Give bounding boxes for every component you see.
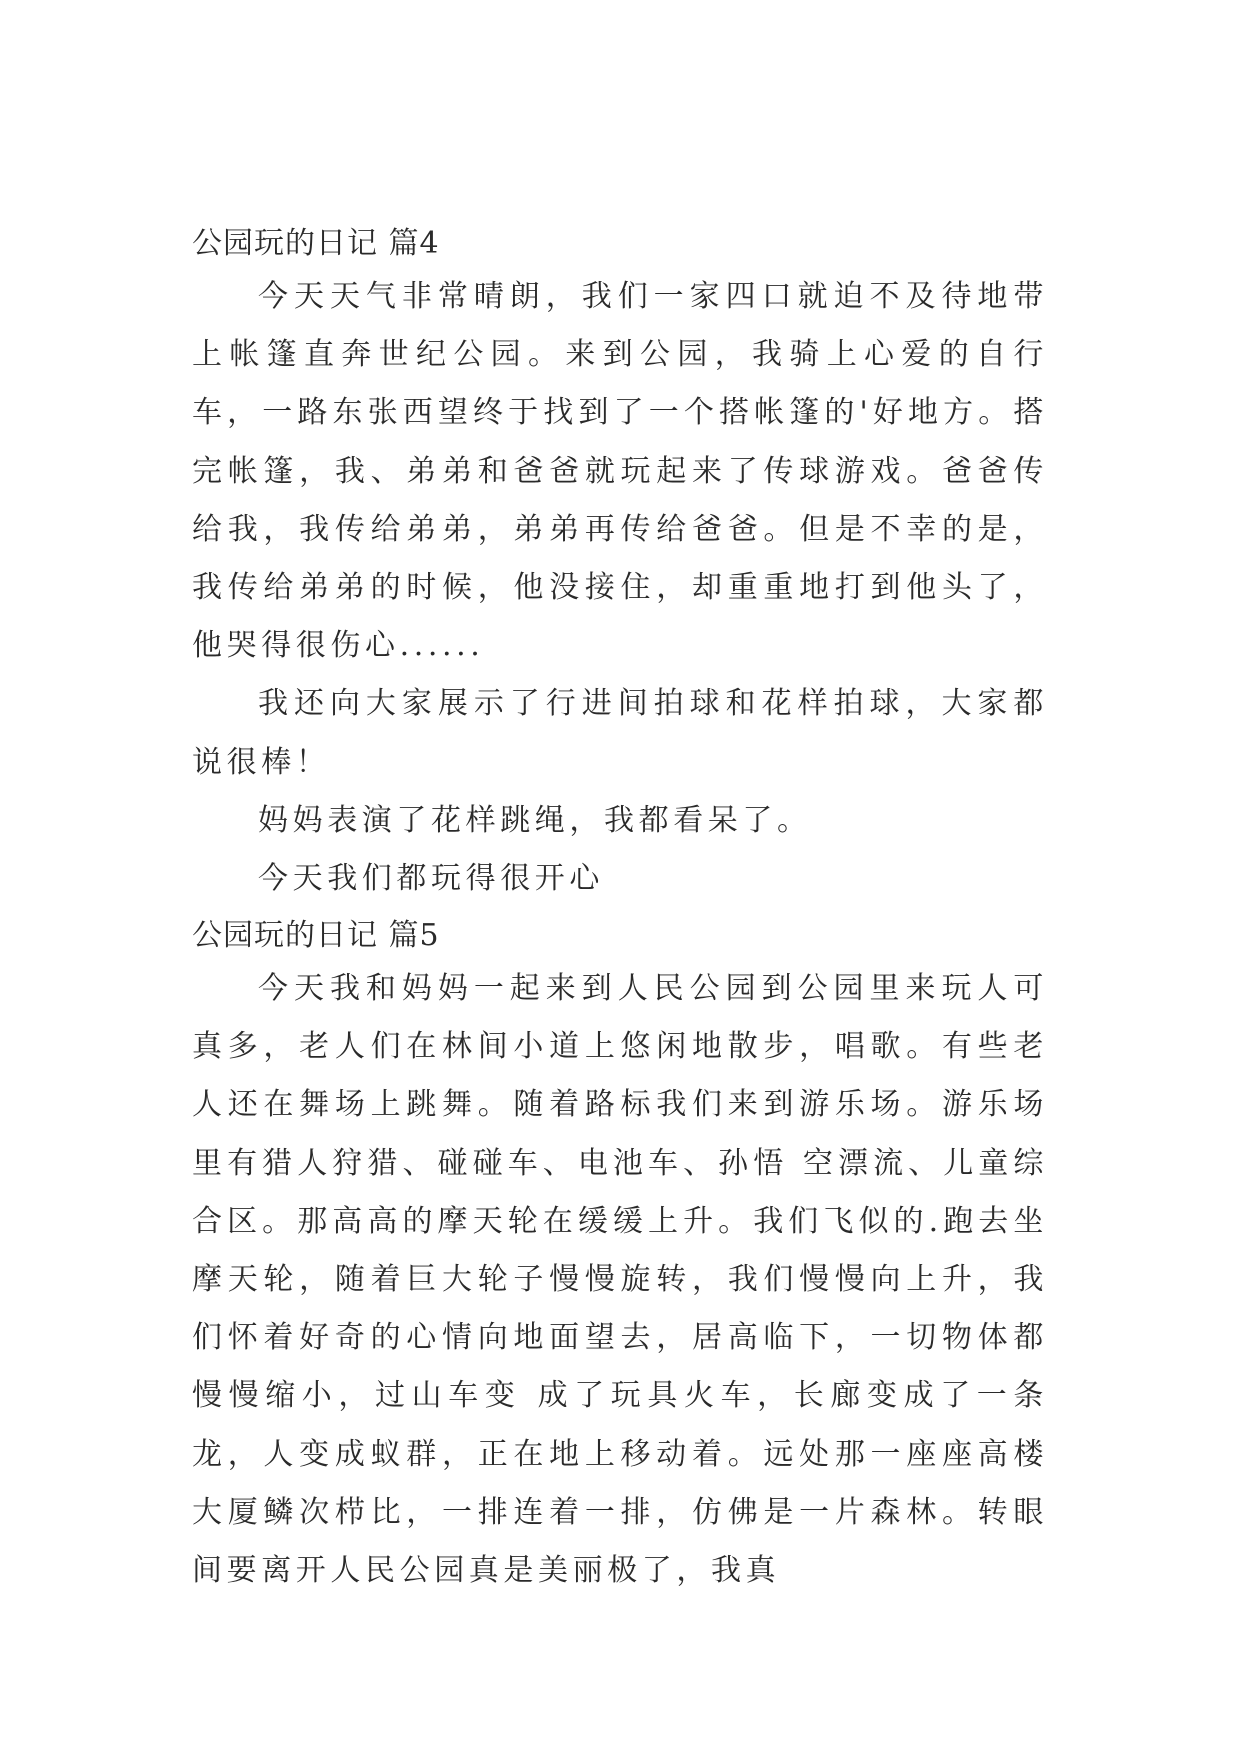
paragraph: 今天我们都玩得很开心 <box>258 861 604 897</box>
paragraph: 我还向大家展示了行进间拍球和花样拍球，大家都说很棒！ <box>192 686 1048 780</box>
section-heading: 公园玩的日记 篇5 <box>192 918 440 953</box>
paragraph: 今天天气非常晴朗，我们一家四口就迫不及待地带上帐篷直奔世纪公园。来到公园，我骑上心爱的自行车，一路东张西望终于找到了一个搭帐篷的'好地方。搭完帐篷，我、弟弟和爸爸就玩起来了传球游戏。爸爸传给我，我传给弟弟，弟弟再传给爸爸。但是不幸的是，我传给弟弟的时候，他没接住，却重重地打到他头了，他哭得很伤心...... <box>192 279 1048 664</box>
paragraph: 妈妈表演了花样跳绳，我都看呆了。 <box>258 802 812 838</box>
paragraph: 今天我和妈妈一起来到人民公园到公园里来玩人可真多，老人们在林间小道上悠闲地散步，唱歌。有些老人还在舞场上跳舞。随着路标我们来到游乐场。游乐场里有猎人狩猎、碰碰车、电池车、孙悟 空漂流、儿童综合区。那高高的摩天轮在缓缓上升。我们飞似的.跑去坐摩天轮，随着巨大轮子慢慢旋转，我们慢慢向上升，我们怀着好奇的心情向地面望去，居高临下，一切物体都慢慢缩小，过山车变 成了玩具火车，长廊变成了一条龙，人变成蚁群，正在地上移动着。远处那一座座高楼大厦鳞次栉比，一排连着一排，仿佛是一片森林。转眼间要离开人民公园真是美丽极了，我真 <box>192 971 1048 1589</box>
section-heading: 公园玩的日记 篇4 <box>192 226 440 261</box>
section-body <box>192 268 1048 908</box>
section-body <box>192 960 1048 1600</box>
